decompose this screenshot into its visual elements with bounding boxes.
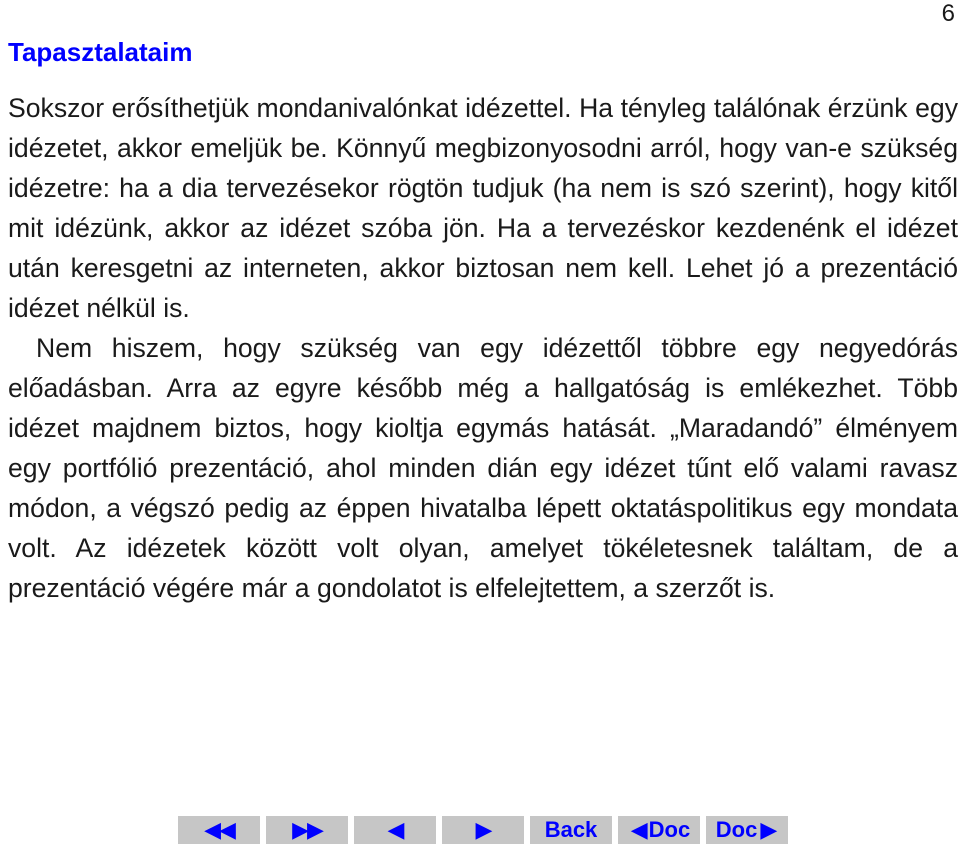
section-title: Tapasztalataim	[8, 37, 193, 67]
left-arrow-icon: ◀	[387, 817, 403, 842]
double-left-arrow-icon: ◀◀	[204, 817, 234, 842]
navigation-bar	[178, 816, 788, 844]
doc-forward-button[interactable]	[706, 816, 788, 844]
doc-back-button[interactable]	[618, 816, 700, 844]
back-button[interactable]	[530, 816, 612, 844]
last-page-button[interactable]	[266, 816, 348, 844]
right-arrow-icon: ▶	[475, 817, 491, 842]
paragraph-2: Nem hiszem, hogy szükség van egy idézettől többre egy negyedórás előadásban. Arra az egyre később még a hallgatóság is emlékezhet. Több idézet majdnem biztos, hogy kioltja egymás hatását. „Maradandó” élményem egy portfólió prezentáció, ahol minden dián egy idézet tűnt elő valami ravasz módon, a végszó pedig az éppen hivatalba lépett oktatáspolitikus egy mondata volt. Az idézetek között volt olyan, amelyet tökéletesnek találtam, de a prezentáció végére már a gondolatot is elfelejtettem, a szerzőt is.	[8, 333, 958, 603]
left-arrow-icon: ◀	[630, 817, 646, 842]
body-text	[8, 88, 958, 608]
back-label: Back	[544, 817, 598, 842]
double-right-arrow-icon: ▶▶	[292, 817, 322, 842]
right-arrow-icon: ▶	[760, 817, 776, 842]
previous-page-button[interactable]	[354, 816, 436, 844]
next-page-button[interactable]	[442, 816, 524, 844]
doc-forward-label: Doc	[715, 817, 758, 842]
first-page-button[interactable]	[178, 816, 260, 844]
paragraph-1: Sokszor erősíthetjük mondanivalónkat idézettel. Ha tényleg találónak érzünk egy idézetet, akkor emeljük be. Könnyű megbizonyosodni arról, hogy van-e szükség idézetre: ha a dia tervezésekor rögtön tudjuk (ha nem is szó szerint), hogy kitől mit idézünk, akkor az idézet szóba jön. Ha a tervezéskor kezdenénk el idézet után keresgetni az interneten, akkor biztosan nem kell. Lehet jó a prezentáció idézet nélkül is.	[8, 93, 958, 323]
doc-back-label: Doc	[648, 817, 691, 842]
page-number: 6	[941, 0, 955, 27]
